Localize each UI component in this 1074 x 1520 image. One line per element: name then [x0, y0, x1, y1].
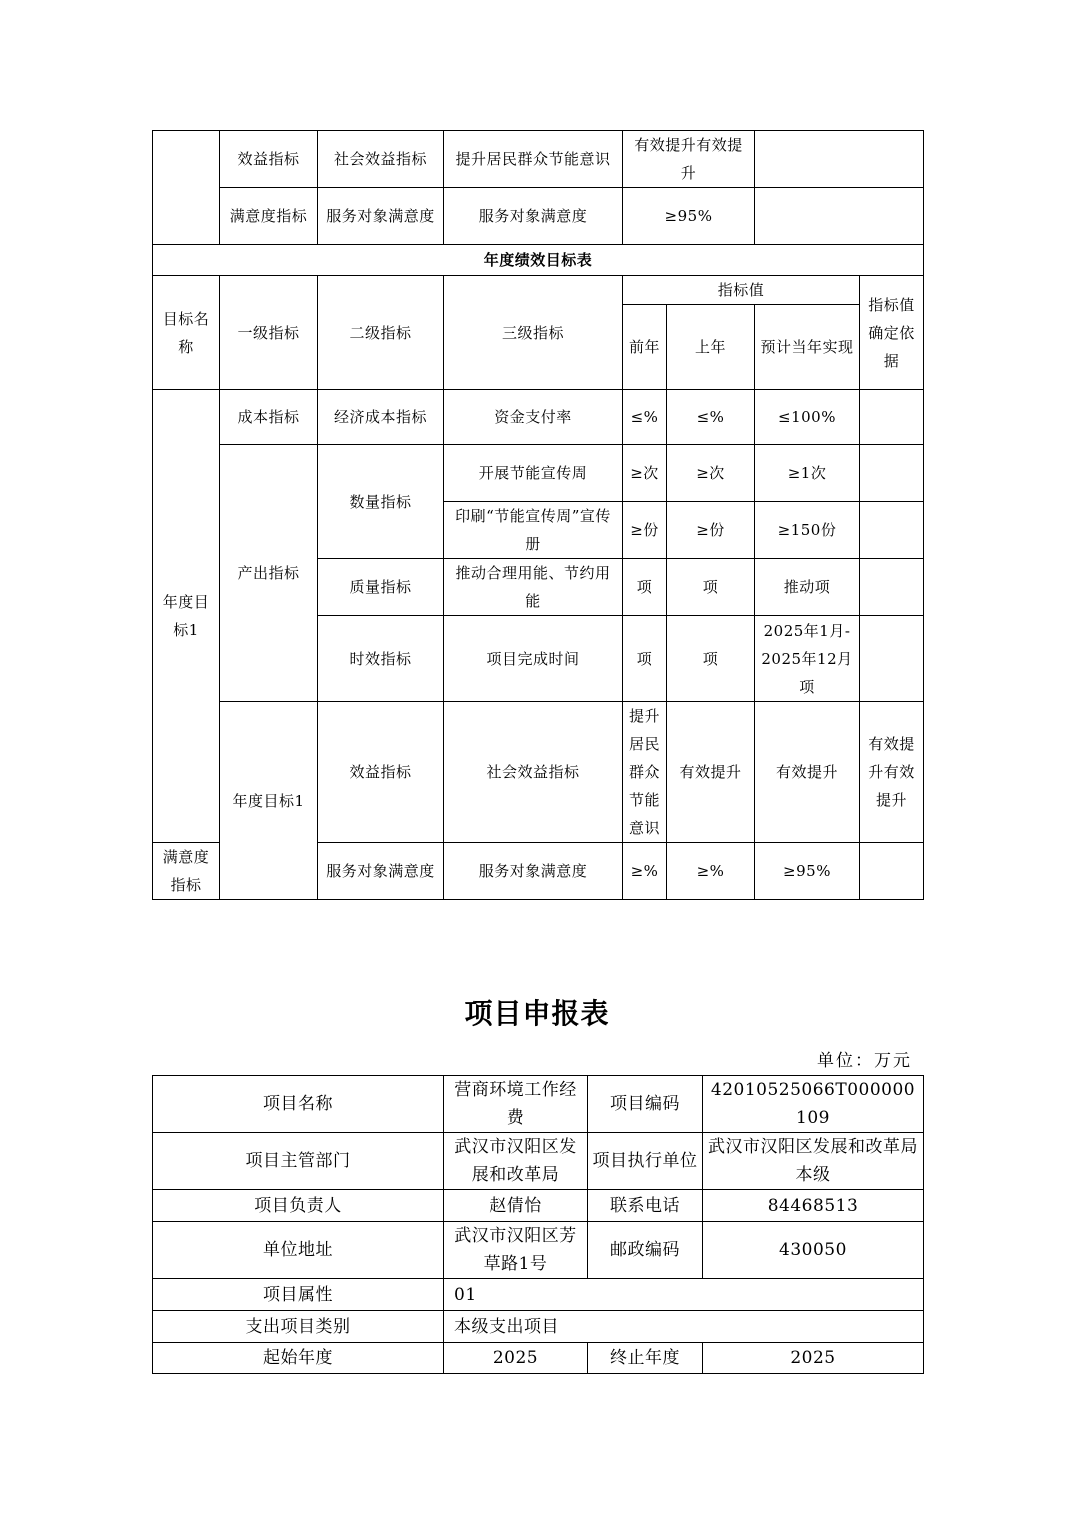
project-name-value: 营商环境工作经费: [444, 1076, 588, 1133]
level2-indicator: 数量指标: [318, 445, 444, 559]
unit-label: 单位：万元: [817, 1051, 912, 1071]
prev-value: 有效提升: [667, 702, 755, 843]
last-value: 项: [667, 616, 755, 702]
dept-value: 武汉市汉阳区发展和改革局: [444, 1133, 588, 1190]
attribute-value: 01: [444, 1279, 924, 1311]
phone-label: 联系电话: [588, 1190, 703, 1222]
start-year-label: 起始年度: [153, 1343, 444, 1374]
end-year-label: 终止年度: [588, 1343, 703, 1374]
expected-value: ≤100%: [755, 390, 860, 445]
basis-cell: [860, 843, 924, 900]
last-value: ≥%: [667, 843, 755, 900]
start-year-value: 2025: [444, 1343, 588, 1374]
level3-indicator: 提升居民群众节能意识: [444, 131, 623, 188]
basis-cell: [860, 559, 924, 616]
blank-cell: [153, 131, 220, 245]
level3-indicator: 印刷“节能宣传周”宣传册: [444, 502, 623, 559]
header-expected: 预计当年实现: [755, 305, 860, 390]
level2-indicator: 时效指标: [318, 616, 444, 702]
header-target: 目标名称: [153, 276, 220, 390]
header-level2: 二级指标: [318, 276, 444, 390]
last-value: ≥次: [667, 445, 755, 502]
header-basis: 指标值确定依据: [860, 276, 924, 390]
basis-cell: [860, 390, 924, 445]
level3-indicator: 项目完成时间: [444, 616, 623, 702]
expected-value: ≥95%: [755, 843, 860, 900]
basis-cell: [860, 502, 924, 559]
level1-indicator: 效益指标: [220, 131, 318, 188]
owner-value: 赵倩怡: [444, 1190, 588, 1222]
level1-indicator: 满意度指标: [220, 188, 318, 245]
dept-label: 项目主管部门: [153, 1133, 444, 1190]
level1-indicator: 效益指标: [318, 702, 444, 843]
header-row: [153, 276, 924, 305]
header-level1: 一级指标: [220, 276, 318, 390]
prev-value: 项: [623, 559, 667, 616]
expense-type-label: 支出项目类别: [153, 1311, 444, 1343]
table-row: [153, 445, 924, 502]
level2-indicator: 社会效益指标: [318, 131, 444, 188]
level1-indicator: 满意度指标: [153, 843, 220, 900]
table-row: [153, 390, 924, 445]
header-last-year: 上年: [667, 305, 755, 390]
basis-cell: [755, 131, 924, 188]
zip-value: 430050: [703, 1222, 924, 1279]
level3-indicator: 服务对象满意度: [444, 843, 623, 900]
basis-cell: [860, 616, 924, 702]
target-name: 年度目标1: [220, 702, 318, 900]
target-name: 年度目标1: [153, 390, 220, 843]
last-value: ≤%: [667, 390, 755, 445]
expected-value: 2025年1月-2025年12月项: [755, 616, 860, 702]
project-declaration-table: [152, 1075, 924, 1374]
level3-indicator: 提升居民群众节能意识: [623, 702, 667, 843]
table-row: [153, 1279, 924, 1311]
attribute-label: 项目属性: [153, 1279, 444, 1311]
header-prev-year: 前年: [623, 305, 667, 390]
owner-label: 项目负责人: [153, 1190, 444, 1222]
level1-indicator: 成本指标: [220, 390, 318, 445]
expected-value: ≥1次: [755, 445, 860, 502]
project-name-label: 项目名称: [153, 1076, 444, 1133]
phone-value: 84468513: [703, 1190, 924, 1222]
level2-indicator: 经济成本指标: [318, 390, 444, 445]
level3-indicator: 资金支付率: [444, 390, 623, 445]
annual-table-title: 年度绩效目标表: [153, 245, 924, 276]
address-label: 单位地址: [153, 1222, 444, 1279]
project-code-label: 项目编码: [588, 1076, 703, 1133]
expense-type-value: 本级支出项目: [444, 1311, 924, 1343]
address-value: 武汉市汉阳区芳草路1号: [444, 1222, 588, 1279]
basis-cell: [860, 445, 924, 502]
table-row: [153, 1190, 924, 1222]
last-value: ≥份: [667, 502, 755, 559]
zip-label: 邮政编码: [588, 1222, 703, 1279]
table-row: [153, 131, 924, 188]
expected-value: 有效提升有效提升: [860, 702, 924, 843]
last-value: 项: [667, 559, 755, 616]
table-row: [153, 1343, 924, 1374]
exec-unit-label: 项目执行单位: [588, 1133, 703, 1190]
exec-unit-value: 武汉市汉阳区发展和改革局本级: [703, 1133, 924, 1190]
prev-value: ≥%: [623, 843, 667, 900]
header-value: 指标值: [623, 276, 860, 305]
indicator-value: 有效提升有效提升: [623, 131, 755, 188]
end-year-value: 2025: [703, 1343, 924, 1374]
level2-indicator: 服务对象满意度: [318, 188, 444, 245]
project-code-value: 42010525066T000000109: [703, 1076, 924, 1133]
table-row: [153, 702, 924, 843]
expected-value: 推动项: [755, 559, 860, 616]
table-row: [153, 188, 924, 245]
level3-indicator: 开展节能宣传周: [444, 445, 623, 502]
expected-value: ≥150份: [755, 502, 860, 559]
prev-value: 项: [623, 616, 667, 702]
performance-target-table: [152, 130, 924, 900]
level2-indicator: 质量指标: [318, 559, 444, 616]
last-value: 有效提升: [755, 702, 860, 843]
indicator-value: ≥95%: [623, 188, 755, 245]
table-row: [153, 1133, 924, 1190]
prev-value: ≥次: [623, 445, 667, 502]
table-row: [153, 1076, 924, 1133]
level2-indicator: 服务对象满意度: [318, 843, 444, 900]
level3-indicator: 服务对象满意度: [444, 188, 623, 245]
prev-value: ≤%: [623, 390, 667, 445]
level1-indicator: 产出指标: [220, 445, 318, 702]
level3-indicator: 推动合理用能、节约用能: [444, 559, 623, 616]
prev-value: ≥份: [623, 502, 667, 559]
table-row: [153, 1311, 924, 1343]
table-row: [153, 1222, 924, 1279]
header-level3: 三级指标: [444, 276, 623, 390]
table-row: [153, 245, 924, 276]
level2-indicator: 社会效益指标: [444, 702, 623, 843]
declaration-title: 项目申报表: [464, 997, 610, 1030]
basis-cell: [755, 188, 924, 245]
